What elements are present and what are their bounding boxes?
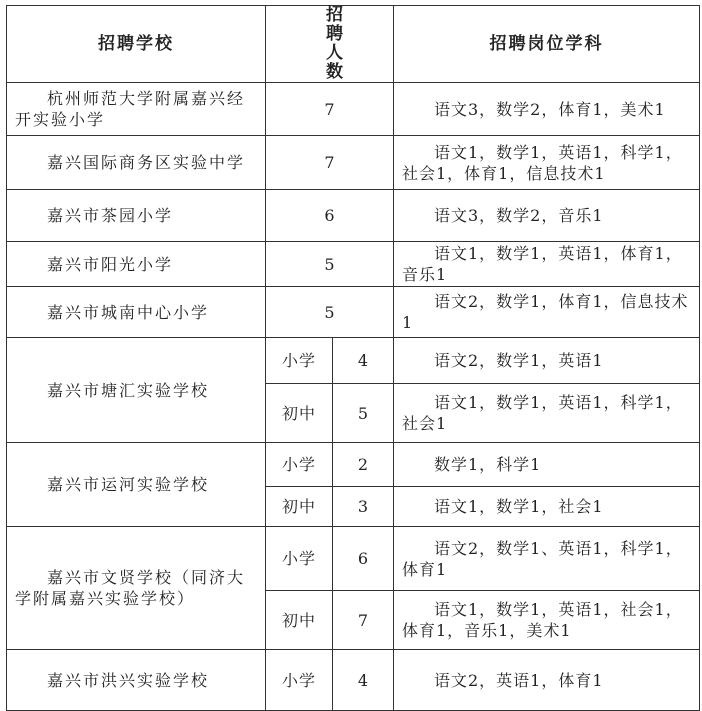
table-row [7,650,700,711]
recruit-count: 4 [333,650,394,711]
school-level: 初中 [266,487,333,527]
subject-list: 语文1，数学1，英语1，体育1，音乐1 [394,242,700,287]
table-row [7,136,700,190]
school-name: 嘉兴市文贤学校（同济大学附属嘉兴实验学校） [7,527,266,650]
recruit-count: 7 [333,591,394,650]
table-row [7,190,700,242]
header-row [7,6,700,83]
subject-list: 数学1，科学1 [394,443,700,487]
table-row [7,242,700,287]
school-level: 小学 [266,650,333,711]
school-name: 嘉兴市塘汇实验学校 [7,338,266,443]
subject-list: 语文2，数学1，体育1，信息技术1 [394,287,700,338]
school-name: 嘉兴市洪兴实验学校 [7,650,266,711]
recruit-count: 6 [266,190,394,242]
school-name: 嘉兴市茶园小学 [7,190,266,242]
table-row [7,83,700,136]
subject-list: 语文2，数学1、英语1，科学1，体育1 [394,527,700,591]
school-name: 杭州师范大学附属嘉兴经开实验小学 [7,83,266,136]
table-row [7,338,700,384]
table-row [7,443,700,487]
header-count-text: 招聘人数 [326,5,345,82]
recruit-count: 5 [333,384,394,443]
subject-list: 语文1，数学1，英语1，科学1，社会1 [394,384,700,443]
recruit-count: 6 [333,527,394,591]
header-subjects: 招聘岗位学科 [394,6,700,83]
recruit-count: 7 [266,83,394,136]
school-name: 嘉兴市运河实验学校 [7,443,266,527]
header-count [266,6,394,83]
recruit-count: 4 [333,338,394,384]
school-level: 初中 [266,591,333,650]
school-name: 嘉兴市城南中心小学 [7,287,266,338]
header-school: 招聘学校 [7,6,266,83]
table-row [7,527,700,591]
subject-list: 语文1，数学1，英语1，科学1，社会1，体育1，信息技术1 [394,136,700,190]
subject-list: 语文2，英语1，体育1 [394,650,700,711]
subject-list: 语文3，数学2，音乐1 [394,190,700,242]
recruitment-table [6,5,700,711]
school-level: 初中 [266,384,333,443]
subject-list: 语文3，数学2，体育1，美术1 [394,83,700,136]
subject-list: 语文1，数学1，英语1，社会1，体育1，音乐1，美术1 [394,591,700,650]
subject-list: 语文1，数学1，社会1 [394,487,700,527]
recruit-count: 7 [266,136,394,190]
school-name: 嘉兴国际商务区实验中学 [7,136,266,190]
recruit-count: 3 [333,487,394,527]
recruit-count: 5 [266,242,394,287]
table-row [7,287,700,338]
recruit-count: 5 [266,287,394,338]
school-level: 小学 [266,338,333,384]
recruit-count: 2 [333,443,394,487]
school-level: 小学 [266,527,333,591]
subject-list: 语文2，数学1，英语1 [394,338,700,384]
school-level: 小学 [266,443,333,487]
school-name: 嘉兴市阳光小学 [7,242,266,287]
